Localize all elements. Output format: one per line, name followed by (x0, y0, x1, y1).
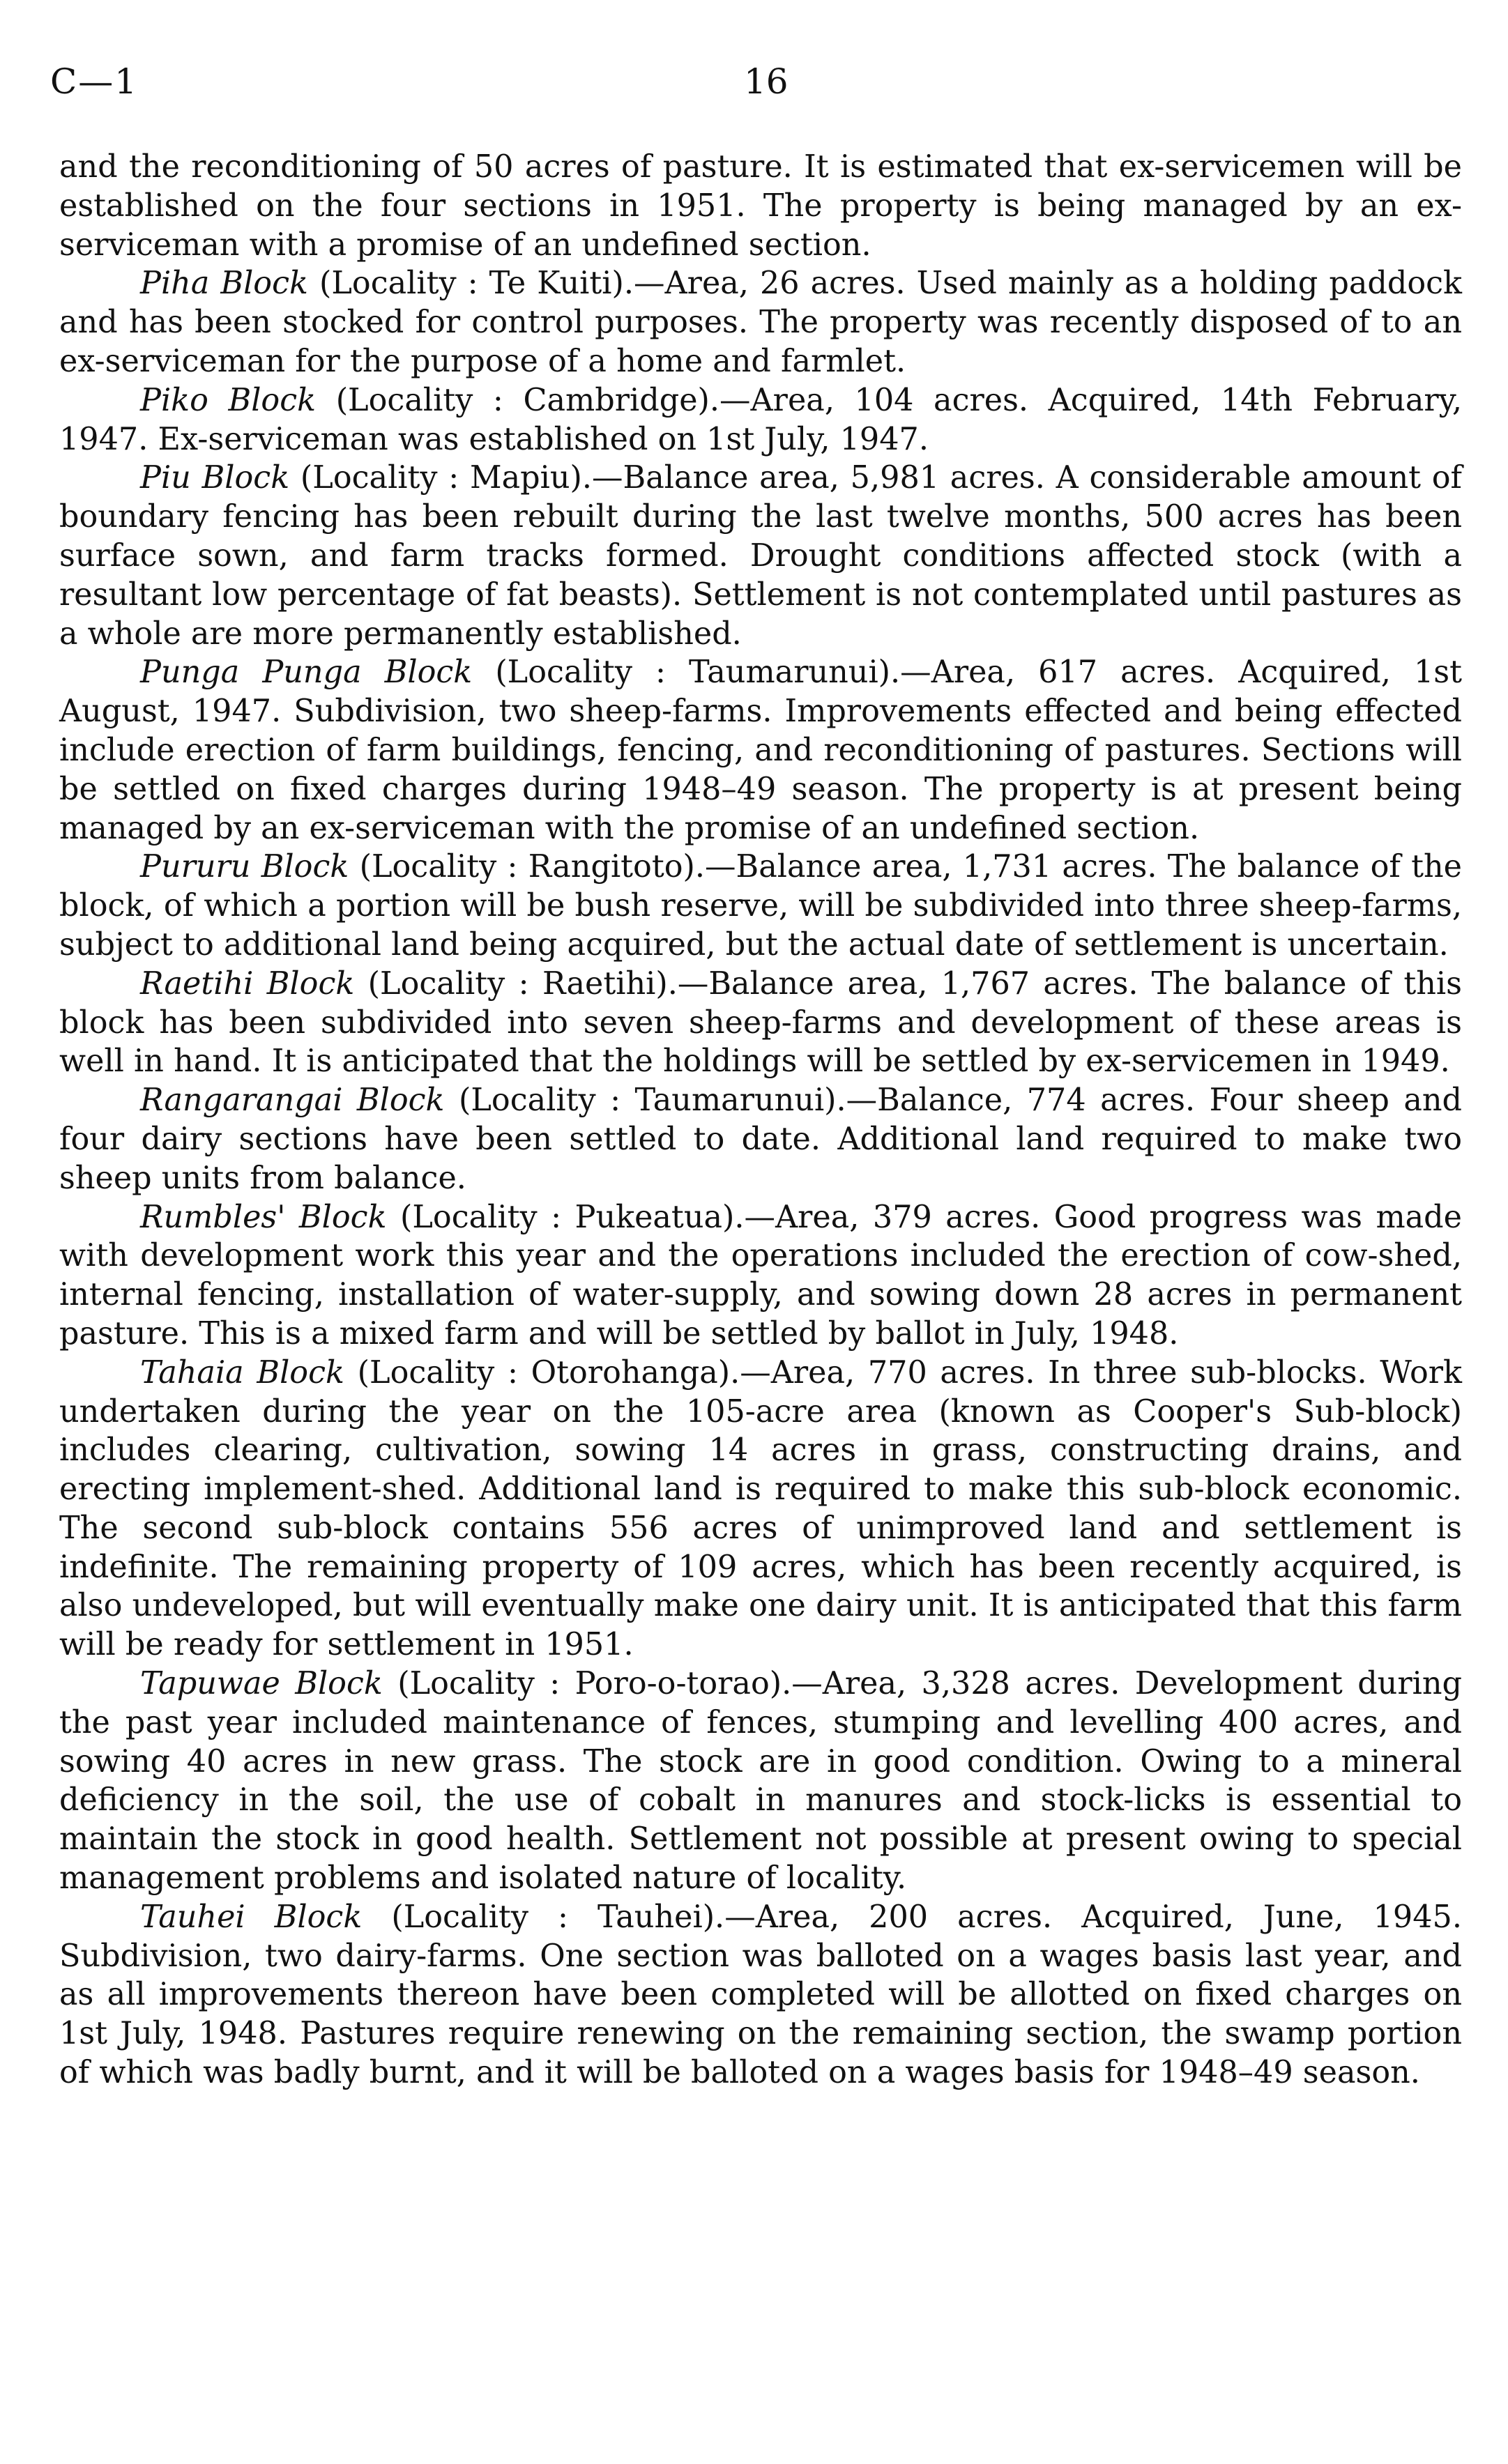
block-description: (Locality : Mapiu).—Balance area, 5,981 acres. A considerable amount of boundary fencing has been rebuilt during the last twelve months, 500 acres has been surface sown, and farm tracks formed. Drought conditions affected stock (with a resultant low percentage of fat beasts). Settlement is not contemplated until pastures as a whole are more permanently established. (59, 460, 1463, 652)
block-description: (Locality : Taumarunui).—Area, 617 acres. Acquired, 1st August, 1947. Subdivision, two sheep-farms. Improvements effected and being effected include erection of farm buildings, fencing, and reconditioning of pastures. Sections will be settled on fixed charges during 1948–49 season. The property is at present being managed by an ex-serviceman with the promise of an undefined section. (59, 655, 1462, 846)
continuation-paragraph: and the reconditioning of 50 acres of pasture. It is estimated that ex-servicemen will be established on the four sections in 1951. The property is being managed by an ex-serviceman with a promise of an undefined section. (59, 149, 1462, 263)
block-description: (Locality : Otorohanga).—Area, 770 acres. In three sub-blocks. Work undertaken during the year on the 105-acre area (known as Cooper's Sub-block) includes clearing, cultivation, sowing 14 acres in grass, constructing drains, and erecting implement-shed. Additional land is required to make this sub-block economic. The second sub-block contains 556 acres of unimproved land and settlement is indefinite. The remaining property of 109 acres, which has been recently acquired, is also undeveloped, but will eventually make one dairy unit. It is anticipated that this farm will be ready for settlement in 1951. (59, 1354, 1462, 1663)
entry-rumbles-block (59, 1198, 1462, 1354)
block-name: Tapuwae Block (140, 1666, 383, 1702)
entry-piu-block (59, 459, 1462, 653)
block-description: (Locality : Poro-o-torao).—Area, 3,328 acres. Development during the past year included maintenance of fences, stumping and levelling 400 acres, and sowing 40 acres in new grass. The stock are in good condition. Owing to a mineral deficiency in the soil, the use of cobalt in manures and stock-licks is essential to maintain the stock in good health. Settlement not possible at present owing to special management problems and isolated nature of locality. (59, 1666, 1462, 1897)
entry-tauhei-block (59, 1898, 1462, 2092)
entry-piko-block (59, 381, 1462, 459)
block-name: Rumbles' Block (140, 1199, 387, 1235)
block-name: Rangarangai Block (140, 1082, 445, 1119)
block-description: (Locality : Raetihi).—Balance area, 1,767 acres. The balance of this block has been subdivided into seven sheep-farms and development of these areas is well in hand. It is anticipated that the holdings will be settled by ex-servicemen in 1949. (59, 965, 1462, 1080)
block-name: Punga Punga Block (140, 655, 473, 691)
block-name: Piha Block (140, 266, 308, 302)
entry-pururu-block (59, 848, 1462, 964)
block-description: (Locality : Cambridge).—Area, 104 acres. Acquired, 14th February, 1947. Ex-serviceman was established on 1st July, 1947. (59, 382, 1462, 457)
entry-punga-punga-block (59, 653, 1462, 848)
block-name: Piko Block (140, 382, 317, 418)
block-name: Tauhei Block (140, 1899, 363, 1935)
block-description: (Locality : Rangitoto).—Balance area, 1,731 acres. The balance of the block, of which a portion will be bush reserve, will be subdivided into three sheep-farms, subject to additional land being acquired, but the actual date of settlement is uncertain. (59, 849, 1462, 963)
document-reference: C—1 (50, 61, 139, 102)
entry-tapuwae-block (59, 1665, 1462, 1898)
page-header (50, 61, 1458, 110)
entry-rangarangai-block (59, 1081, 1462, 1197)
block-name: Raetihi Block (140, 965, 355, 1002)
block-description: (Locality : Tauhei).—Area, 200 acres. Acquired, June, 1945. Subdivision, two dairy-farms. One section was balloted on a wages basis last year, and as all improvements thereon have been completed will be allotted on fixed charges on 1st July, 1948. Pastures require renewing on the remaining section, the swamp portion of which was badly burnt, and it will be balloted on a wages basis for 1948–49 season. (59, 1899, 1462, 2091)
page-number: 16 (744, 61, 789, 102)
block-name: Tahaia Block (140, 1354, 344, 1391)
block-name: Piu Block (140, 460, 290, 496)
block-description: (Locality : Te Kuiti).—Area, 26 acres. Used mainly as a holding paddock and has been stocked for control purposes. The property was recently disposed of to an ex-serviceman for the purpose of a home and farmlet. (59, 266, 1462, 379)
body-text (59, 148, 1462, 2092)
entry-tahaia-block (59, 1354, 1462, 1665)
entry-raetihi-block (59, 965, 1462, 1081)
entry-piha-block (59, 264, 1462, 381)
block-description: (Locality : Taumarunui).—Balance, 774 acres. Four sheep and four dairy sections have been settled to date. Additional land required to make two sheep units from balance. (59, 1082, 1463, 1196)
block-description: (Locality : Pukeatua).—Area, 379 acres. Good progress was made with development work this year and the operations included the erection of cow-shed, internal fencing, installation of water-supply, and sowing down 28 acres in permanent pasture. This is a mixed farm and will be settled by ballot in July, 1948. (59, 1199, 1462, 1352)
block-name: Pururu Block (140, 849, 349, 885)
